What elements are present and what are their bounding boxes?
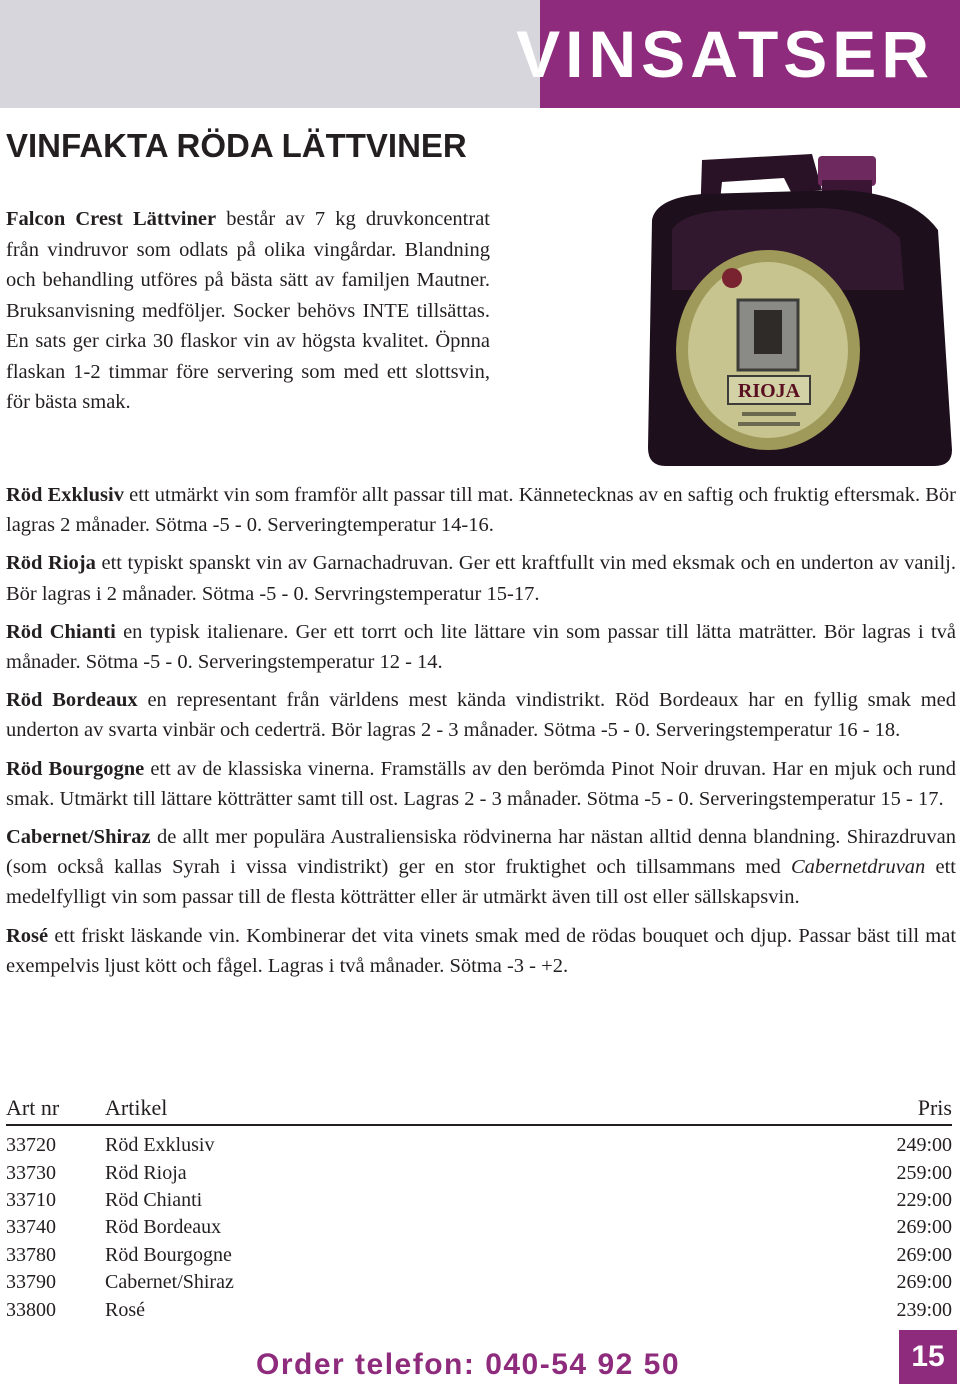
article-number: 33710 bbox=[6, 1188, 56, 1211]
wine-text: ett friskt läskande vin. Kombinerar det vita vinets smak med de rödas bouquet och djup. Passar bäst till mat exempelvis ljust kött och fågel. Lagras i två månader. Sötma -3 - +2. bbox=[6, 924, 957, 977]
description-rose bbox=[6, 921, 956, 981]
wine-name: Cabernet/Shiraz bbox=[6, 826, 151, 849]
wine-name: Röd Exklusiv bbox=[6, 484, 124, 506]
intro-paragraph bbox=[6, 204, 490, 418]
header-divider bbox=[6, 1124, 952, 1126]
article-name: Rosé bbox=[105, 1298, 145, 1321]
wine-text: de allt mer populära Australiensiska rödvinerna har nästan alltid denna blandning. Shirazdruvan (som också kallas Syrah i vissa vindistrikt) ger en stor fruktighet och tillsammans med bbox=[6, 826, 957, 879]
description-rod-bourgogne bbox=[6, 754, 956, 814]
article-price: 249:00 bbox=[896, 1134, 952, 1157]
article-name: Röd Exklusiv bbox=[105, 1134, 215, 1157]
table-row bbox=[6, 1214, 952, 1241]
wine-can-illustration bbox=[642, 150, 960, 470]
article-price: 229:00 bbox=[896, 1188, 952, 1211]
table-row bbox=[6, 1269, 952, 1296]
article-name: Röd Rioja bbox=[105, 1161, 187, 1184]
wine-name: Röd Chianti bbox=[6, 620, 116, 643]
section-title: VINFAKTA RÖDA LÄTTVINER bbox=[6, 127, 467, 164]
article-price: 259:00 bbox=[896, 1161, 952, 1184]
article-number: 33800 bbox=[6, 1298, 56, 1321]
table-row bbox=[6, 1242, 952, 1269]
article-number: 33740 bbox=[6, 1216, 56, 1239]
article-price: 269:00 bbox=[896, 1243, 952, 1266]
article-price: 269:00 bbox=[896, 1216, 952, 1239]
wine-text: ett av de klassiska vinerna. Framställs av den berömda Pinot Noir druvan. Har en mjuk och rund smak. Utmärkt till lättare kötträtter samt till ost. Lagras 2 - 3 månader. Sötma -5 - 0. Serveringstemperatur 15 - 17. bbox=[6, 757, 957, 810]
table-row bbox=[6, 1159, 952, 1186]
article-number: 33730 bbox=[6, 1161, 56, 1184]
table-row bbox=[6, 1132, 952, 1159]
article-name: Röd Bourgogne bbox=[105, 1243, 232, 1266]
article-name: Röd Chianti bbox=[105, 1188, 203, 1211]
article-name: Röd Bordeaux bbox=[105, 1216, 222, 1239]
wine-text: ett typiskt spanskt vin av Garnachadruvan. Ger ett kraftfullt vin med eksmak och en underton av vanilj. Bör lagras i 2 månader. Sötma -5 - 0. Servringstemperatur 15-17. bbox=[6, 552, 956, 605]
wine-name: Röd Bourgogne bbox=[6, 757, 145, 780]
article-number: 33790 bbox=[6, 1271, 56, 1294]
wine-text-continued: ett medelfylligt vin som passar till de flesta kötträtter eller är utmärkt även till ost eller sällskapsvin. bbox=[6, 856, 957, 909]
wine-text: en representant från världens mest kända vindistrikt. Röd Bordeaux har en fyllig smak med underton av svarta vinbär och cederträ. Bör lagras 2 - 3 månader. Sötma -5 - 0. Serveringstemperatur 16 - 18. bbox=[6, 689, 956, 742]
table-header bbox=[6, 1092, 952, 1124]
intro-text: består av 7 kg druvkoncentrat från vindruvor som odlats på olika vingårdar. Blandning och behandling utföres på bästa sätt av familjen Mautner. Bruksanvisning medföljer. Socker behövs INTE tillsättas. En sats ger cirka 30 flaskor vin av högsta kvalitet. Öpnna flaskan 1-2 timmar före servering som med ett slottsvin, för bästa smak. bbox=[6, 208, 491, 413]
intro-brand-name: Falcon Crest Lättviner bbox=[6, 208, 217, 230]
wine-name: Röd Rioja bbox=[6, 552, 96, 575]
page-number: 15 bbox=[899, 1330, 957, 1384]
order-phone: Order telefon: 040-54 92 50 bbox=[256, 1348, 681, 1381]
article-number: 33720 bbox=[6, 1134, 56, 1157]
table-row bbox=[6, 1187, 952, 1214]
wine-text: ett utmärkt vin som framför allt passar till mat. Kännetecknas av en saftig och fruktig eftersmak. Bör lagras 2 månader. Sötma -5 - 0. Serveringtemperatur 14-16. bbox=[6, 484, 957, 537]
label-text: RIOJA bbox=[737, 380, 801, 402]
header-art-nr: Art nr bbox=[6, 1095, 60, 1120]
header-artikel: Artikel bbox=[105, 1095, 168, 1120]
wine-text: en typisk italienare. Ger ett torrt och lite lättare vin som passar till lätta maträtter. Bör lagras i två månader. Sötma -5 - 0. Serveringstemperatur 12 - 14. bbox=[6, 620, 957, 674]
article-name: Cabernet/Shiraz bbox=[105, 1271, 234, 1294]
description-cabernet-shiraz bbox=[6, 822, 956, 913]
title-bar bbox=[516, 0, 960, 108]
description-rod-rioja bbox=[6, 548, 956, 608]
price-table bbox=[6, 1092, 952, 1324]
wine-descriptions bbox=[6, 480, 956, 989]
wine-name: Röd Bordeaux bbox=[6, 689, 138, 712]
article-number: 33780 bbox=[6, 1243, 56, 1266]
article-price: 269:00 bbox=[896, 1271, 952, 1294]
description-rod-chianti bbox=[6, 617, 956, 677]
grape-name: Cabernetdruvan bbox=[790, 856, 926, 879]
description-rod-bordeaux bbox=[6, 685, 956, 745]
brand-title: VINSATSER bbox=[516, 17, 934, 91]
description-rod-exklusiv bbox=[6, 480, 956, 540]
wine-can-image bbox=[642, 150, 960, 470]
header-pris: Pris bbox=[917, 1095, 952, 1120]
article-price: 239:00 bbox=[896, 1298, 952, 1321]
table-row bbox=[6, 1296, 952, 1323]
wine-name: Rosé bbox=[6, 924, 49, 947]
